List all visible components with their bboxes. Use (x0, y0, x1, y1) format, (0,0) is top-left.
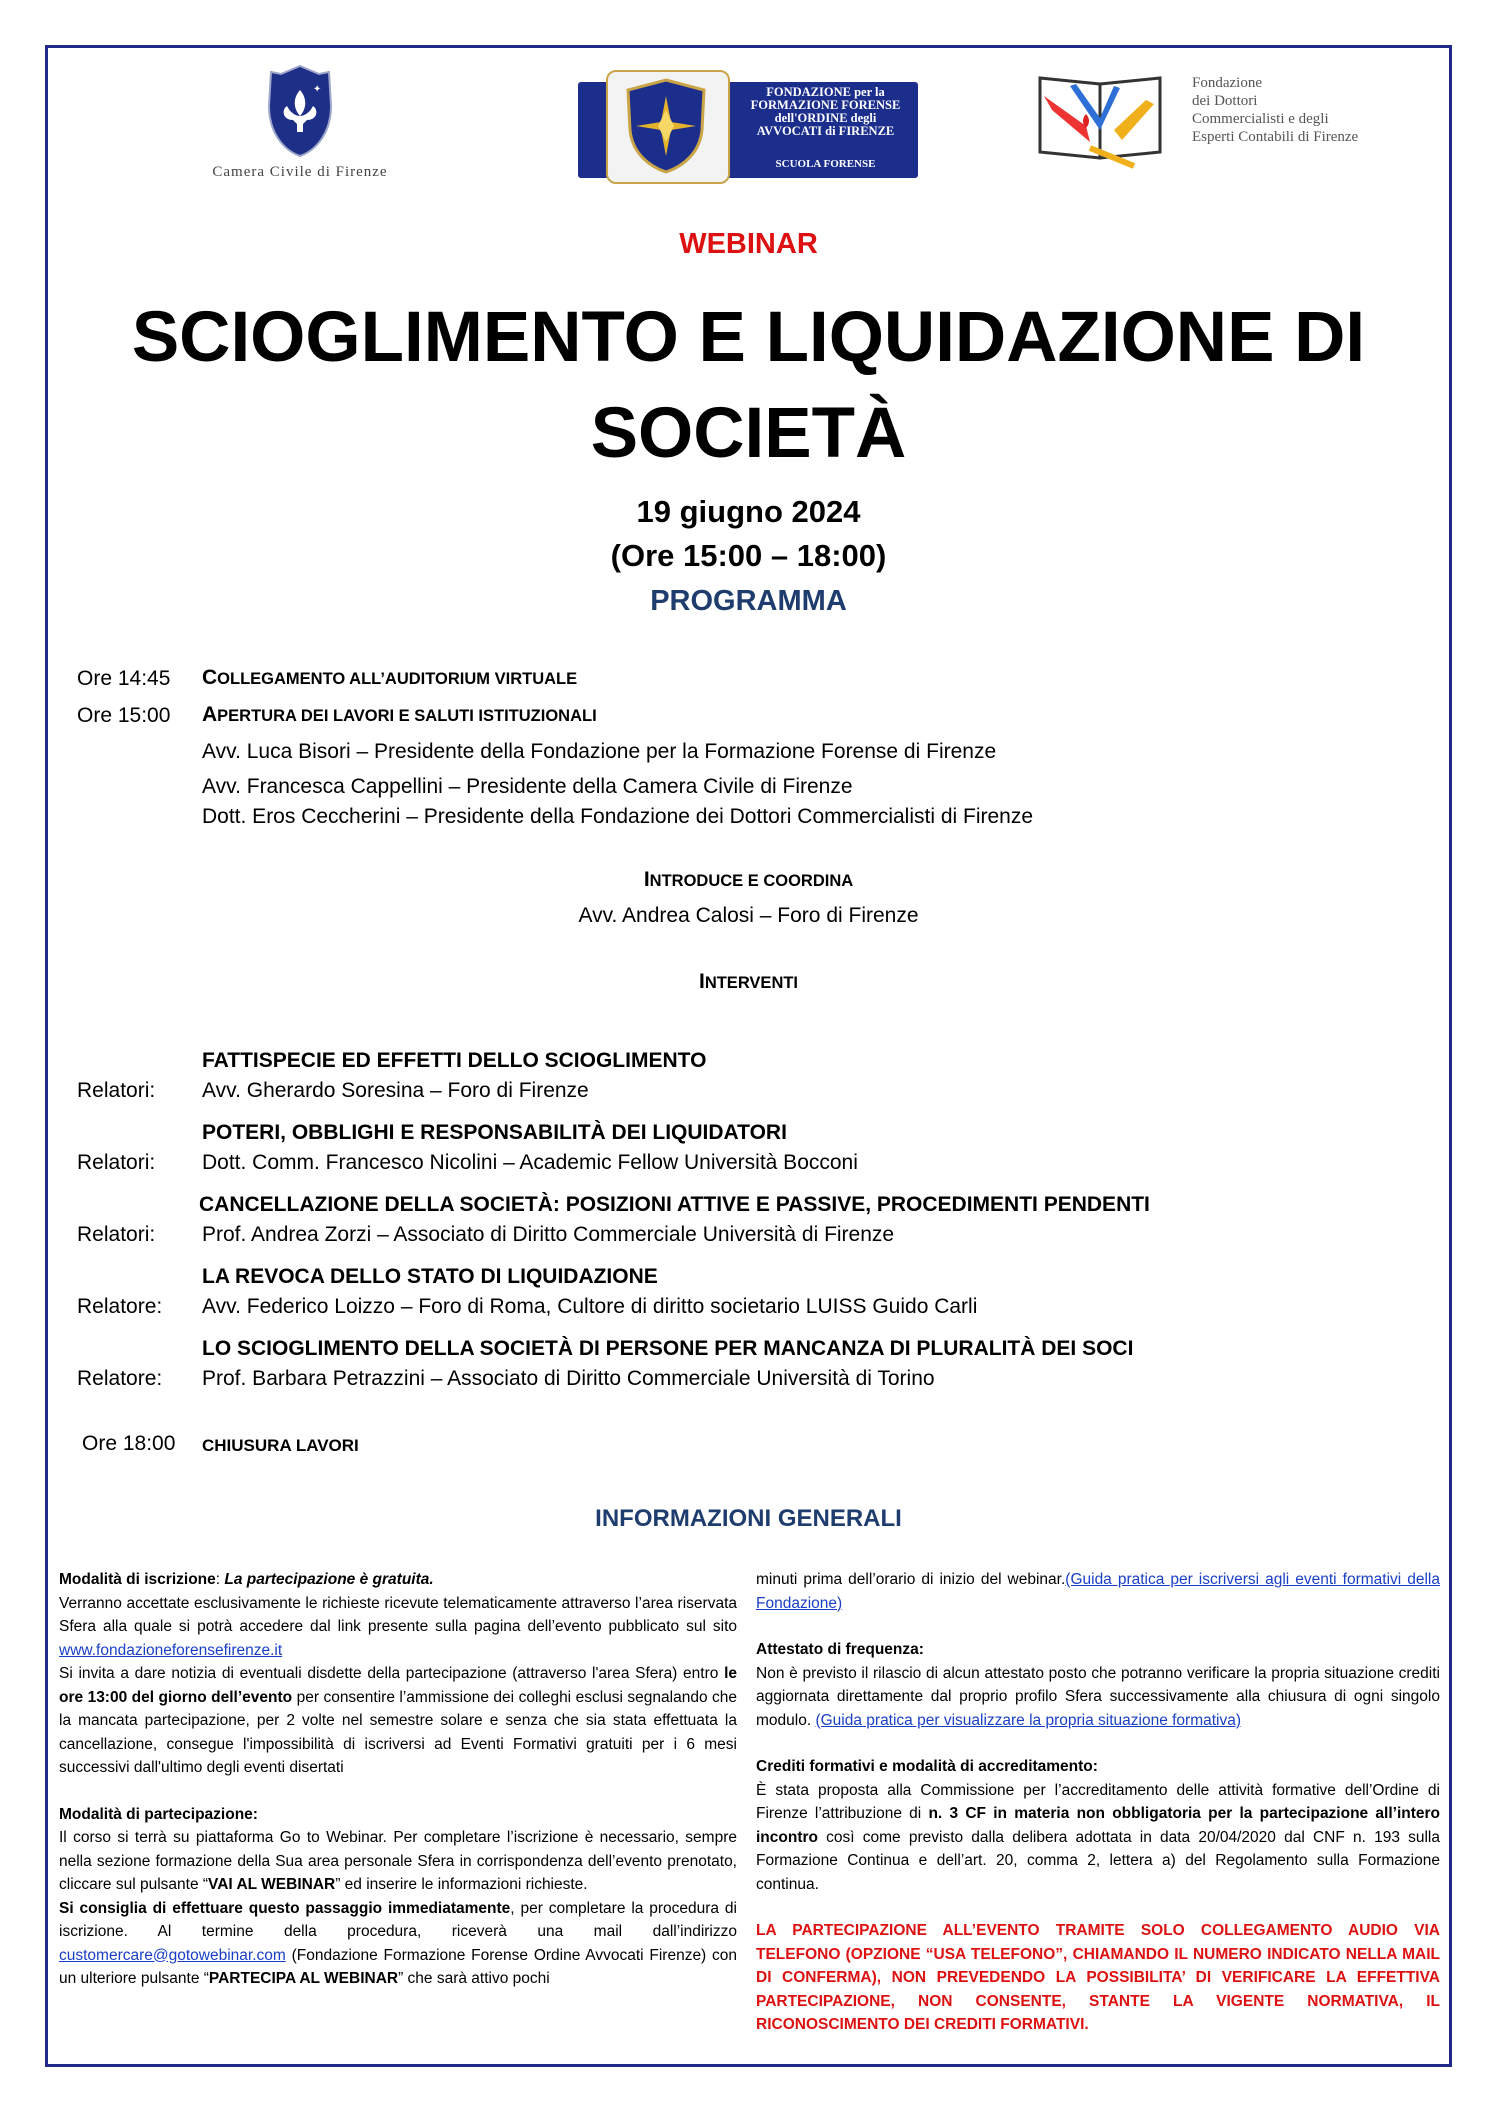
camera-civile-caption: Camera Civile di Firenze (212, 164, 388, 180)
talk-speaker: Avv. Federico Loizzo – Foro di Roma, Cultore di diritto societario LUISS Guido Carli (202, 1295, 978, 1318)
talk-title: FATTISPECIE ED EFFETTI DELLO SCIOGLIMENTO (202, 1049, 707, 1072)
audio-warning: LA PARTECIPAZIONE ALL’EVENTO TRAMITE SOLO COLLEGAMENTO AUDIO VIA TELEFONO (OPZIONE “USA TELEFONO”, CHIAMANDO IL NUMERO INDICATO NELLA MAIL DI CONFERMA), NON PREVEDENDO LA POSSIBILITA’ DI VERIFICARE LA EFFETTIVA PARTECIPAZIONE, NON CONSENTE, STANTE LA VIGENTE NORMATIVA, IL RICONOSCIMENTO DEI CREDITI FORMATIVI. (756, 1922, 1440, 2033)
fleur-de-lis-shield-icon (257, 62, 343, 160)
page-title: SCIOGLIMENTO E LIQUIDAZIONE DI SOCIETÀ (131, 298, 1366, 473)
schedule-item-collegamento: COLLEGAMENTO ALL’AUDITORIUM VIRTUALE (202, 666, 578, 689)
guida-iscrizione-link[interactable]: (Guida pratica per iscriversi agli eventi formativi della Fondazione) (756, 1571, 1440, 1612)
schedule-time: Ore 15:00 (77, 704, 171, 727)
interventi-heading: INTERVENTI (698, 970, 799, 993)
talk-title: LA REVOCA DELLO STATO DI LIQUIDAZIONE (202, 1265, 658, 1288)
programma-heading: PROGRAMMA (650, 585, 847, 617)
coordinator: Avv. Andrea Calosi – Foro di Firenze (578, 904, 919, 927)
webinar-label: WEBINAR (679, 228, 818, 260)
event-date: 19 giugno 2024 (Ore 15:00 – 18:00) (610, 494, 887, 573)
greeting-speaker: Dott. Eros Ceccherini – Presidente della Fondazione dei Dottori Commercialisti di Firenze (202, 805, 1034, 828)
info-left-column: Modalità di iscrizione: La partecipazione è gratuita. Verranno accettate esclusivamente le richieste ricevute telematicamente attraverso l’area riservata Sfera alla quale si potrà accedere dal link presente sulla pagina dell’evento pubblicato sul sito www.fondazioneforensefirenze.it Si invita a dare notizia di eventuali disdette della partecipazione (attraverso l'area Sfera) entro le ore 13:00 del giorno dell’evento per consentire l’ammissione dei colleghi esclusi segnalando che la mancata partecipazione, per 2 volte nel semestre solare e senza che sia stata effettuata la cancellazione, consegue l'impossibilità di iscriversi ad Eventi Formativi gratuiti per i 6 mesi successivi dall'ultimo degli eventi disertati Modalità di partecipazione: Il corso si terrà su piattaforma Go to Webinar. Per completare l’iscrizione è necessario, sempre nella sezione formazione della Sua area personale Sfera in corrispondenza dell’evento prenotato, cliccare sul pulsante “VAI AL WEBINAR” ed inserire le informazioni richieste. Si consiglia di effettuare questo passaggio immediatamente, per completare la procedura di iscrizione. Al termine della procedura, riceverà una mail dall’indirizzo customercare@gotowebinar.com (Fondazione Formazione Forense Ordine Avvocati Firenze) con un ulteriore pulsante “PARTECIPA AL WEBINAR” che sarà attivo pochi (59, 1571, 738, 1987)
introduce-coordina-heading: INTRODUCE E COORDINA (643, 868, 854, 891)
schedule-time: Ore 14:45 (77, 667, 171, 690)
schedule-item-apertura: APERTURA DEI LAVORI E SALUTI ISTITUZIONALI (202, 703, 597, 726)
info-right-column: minuti prima dell’orario di inizio del webinar.(Guida pratica per iscriversi agli eventi formativi della Fondazione) Attestato di frequenza: Non è previsto il rilascio di alcun attestato posto che potranno verificare la propria situazione crediti aggiornata direttamente dal proprio profilo Sfera successivamente alla chiusura di ogni singolo modulo. (Guida pratica per visualizzare la propria situazione formativa) Crediti formativi e modalità di accreditamento: È stata proposta alla Commissione per l’accreditamento delle attività formative dell’Ordine di Firenze l’attribuzione di n. 3 CF in materia non obbligatoria per la partecipazione all’intero incontro così come previsto dalla delibera adottata in data 20/04/2020 dal CNF n. 193 sulla Formazione Continua e dell’art. 20, comma 2, lettera a) del Regolamento sulla Formazione continua. LA PARTECIPAZIONE ALL’EVENTO TRAMITE SOLO COLLEGAMENTO AUDIO VIA TELEFONO (OPZIONE “USA TELEFONO”, CHIAMANDO IL NUMERO INDICATO NELLA MAIL DI CONFERMA), NON PREVEDENDO LA POSSIBILITA’ DI VERIFICARE LA EFFETTIVA PARTECIPAZIONE, NON CONSENTE, STANTE LA VIGENTE NORMATIVA, IL RICONOSCIMENTO DEI CREDITI FORMATIVI. (756, 1568, 1440, 2037)
talk-title: CANCELLAZIONE DELLA SOCIETÀ: POSIZIONI ATTIVE E PASSIVE, PROCEDIMENTI PENDENTI (199, 1193, 1150, 1216)
chiusura-lavori: CHIUSURA LAVORI (202, 1436, 359, 1455)
fondazione-forense-logo: FONDAZIONE per la FORMAZIONE FORENSE dell'ORDINE degli AVVOCATI di FIRENZE SCUOLA FORENSE (578, 70, 918, 180)
fondazione-dottori-logo: Fondazione dei Dottori Commercialisti e degli Esperti Contabili di Firenze (1030, 70, 1390, 175)
talk-speaker: Dott. Comm. Francesco Nicolini – Academic Fellow Università Bocconi (202, 1151, 858, 1174)
open-book-icon (1030, 70, 1180, 170)
customercare-email-link[interactable]: customercare@gotowebinar.com (59, 1946, 286, 1964)
talk-role: Relatori: (77, 1151, 156, 1174)
talk-speaker: Avv. Gherardo Soresina – Foro di Firenze (202, 1079, 589, 1102)
informazioni-generali-heading: INFORMAZIONI GENERALI (595, 1505, 902, 1532)
schedule-time: Ore 18:00 (82, 1432, 176, 1455)
talk-role: Relatore: (77, 1367, 163, 1390)
talk-role: Relatore: (77, 1295, 163, 1318)
greeting-speaker: Avv. Francesca Cappellini – Presidente della Camera Civile di Firenze (202, 775, 853, 798)
talk-title: POTERI, OBBLIGHI E RESPONSABILITÀ DEI LIQUIDATORI (202, 1121, 787, 1144)
greeting-speaker: Avv. Luca Bisori – Presidente della Fondazione per la Formazione Forense di Firenze (202, 740, 997, 763)
talk-role: Relatori: (77, 1079, 156, 1102)
camera-civile-logo (195, 62, 405, 192)
fondazione-website-link[interactable]: www.fondazioneforensefirenze.it (59, 1641, 283, 1659)
scuola-forense-label: SCUOLA FORENSE (775, 158, 876, 170)
talk-speaker: Prof. Barbara Petrazzini – Associato di Diritto Commerciale Università di Torino (202, 1367, 935, 1390)
talk-role: Relatori: (77, 1223, 156, 1246)
talk-title: LO SCIOGLIMENTO DELLA SOCIETÀ DI PERSONE PER MANCANZA DI PLURALITÀ DEI SOCI (202, 1337, 1134, 1360)
guida-situazione-link[interactable]: (Guida pratica per visualizzare la propria situazione formativa) (815, 1711, 1242, 1729)
talk-speaker: Prof. Andrea Zorzi – Associato di Diritto Commerciale Università di Firenze (202, 1223, 895, 1246)
compass-star-shield-icon (608, 72, 724, 178)
svg-text:✦: ✦ (313, 84, 322, 95)
